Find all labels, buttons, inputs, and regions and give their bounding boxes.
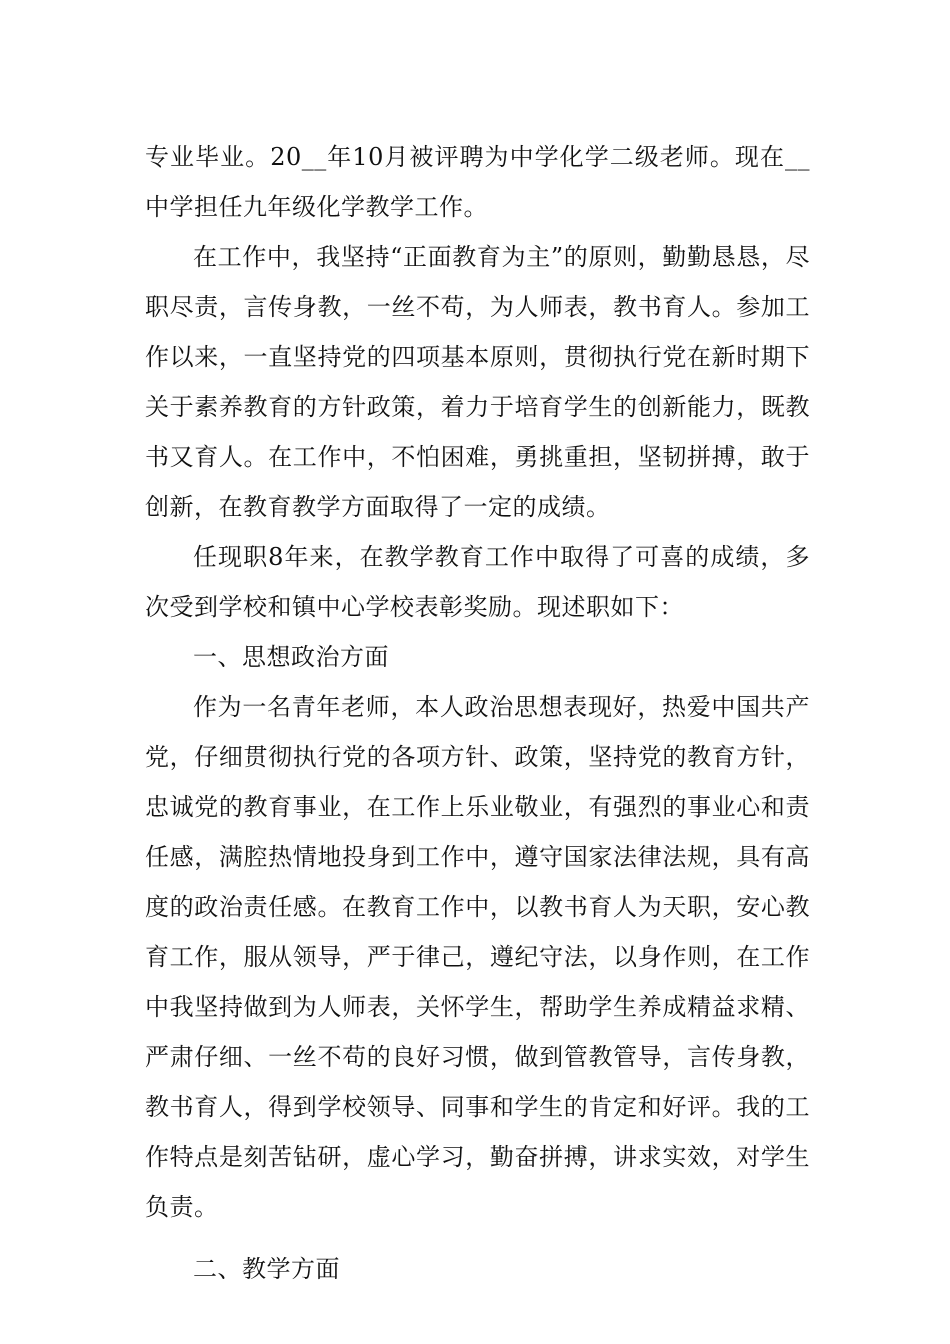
section-heading-teaching: 二、教学方面 [193,1255,340,1283]
document-body [145,132,810,1294]
paragraph-achievements: 任现职8年来，在教学教育工作中取得了可喜的成绩，多次受到学校和镇中心学校表彰奖励。现述职如下： [145,543,810,621]
section-heading-ideology: 一、思想政治方面 [193,643,389,671]
paragraph-work-principles: 在工作中，我坚持“正面教育为主”的原则，勤勤恳恳，尽职尽责，言传身教，一丝不苟，为人师表，教书育人。参加工作以来，一直坚持党的四项基本原则，贯彻执行党在新时期下关于素养教育的方针政策，着力于培育学生的创新能力，既教书又育人。在工作中，不怕困难，勇挑重担，坚韧拼搏，敢于创新，在教育教学方面取得了一定的成绩。 [145,243,810,521]
paragraph-continuation: 专业毕业。20__年10月被评聘为中学化学二级老师。现在__中学担任九年级化学教学工作。 [145,143,810,221]
paragraph-ideology: 作为一名青年老师，本人政治思想表现好，热爱中国共产党，仔细贯彻执行党的各项方针、政策，坚持党的教育方针，忠诚党的教育事业，在工作上乐业敬业，有强烈的事业心和责任感，满腔热情地投身到工作中，遵守国家法律法规，具有高度的政治责任感。在教育工作中，以教书育人为天职，安心教育工作，服从领导，严于律己，遵纪守法，以身作则，在工作中我坚持做到为人师表，关怀学生，帮助学生养成精益求精、严肃仔细、一丝不苟的良好习惯，做到管教管导，言传身教，教书育人，得到学校领导、同事和学生的肯定和好评。我的工作特点是刻苦钻研，虚心学习，勤奋拼搏，讲求实效，对学生负责。 [145,693,810,1221]
